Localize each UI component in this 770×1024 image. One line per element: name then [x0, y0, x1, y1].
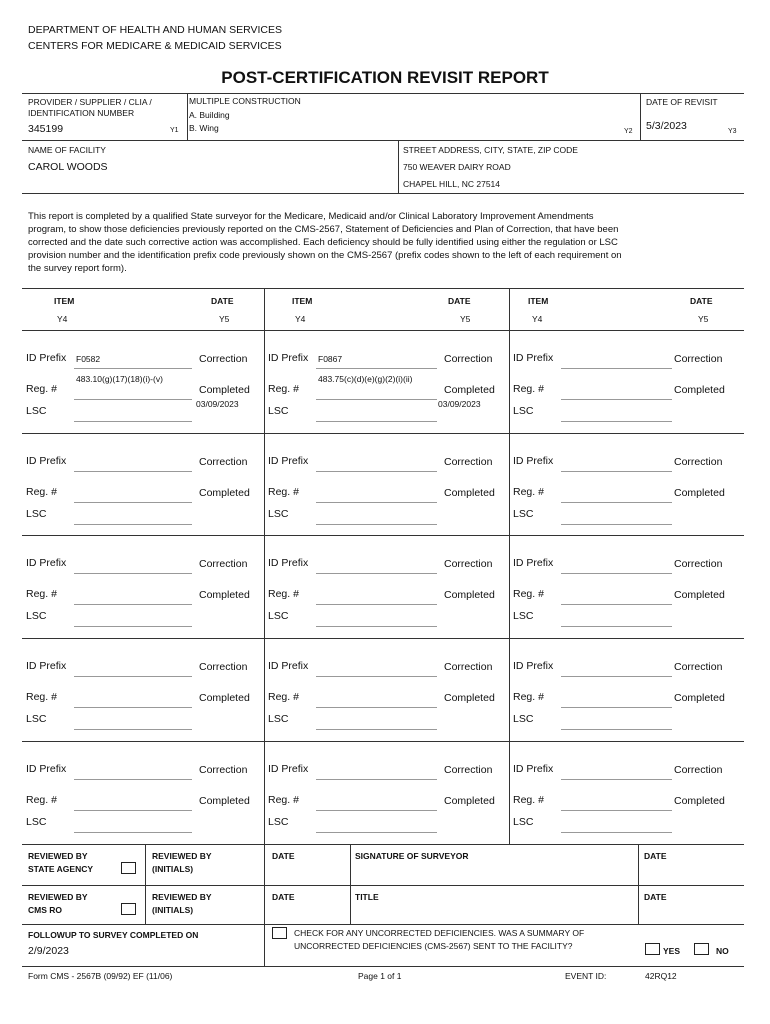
- id-prefix-label: ID Prefix: [26, 557, 67, 569]
- correction-label: Correction: [444, 558, 493, 570]
- intro-line: the survey report form).: [28, 263, 127, 274]
- reg-field[interactable]: [561, 502, 672, 503]
- reg-label: Reg. #: [26, 486, 57, 498]
- id-prefix-field[interactable]: [316, 573, 437, 574]
- reg-label: Reg. #: [268, 486, 299, 498]
- id-prefix-label: ID Prefix: [268, 557, 309, 569]
- id-prefix-field[interactable]: [74, 368, 192, 369]
- correction-label: Correction: [199, 456, 248, 468]
- reg-label: Reg. #: [513, 588, 544, 600]
- id-prefix-label: ID Prefix: [268, 763, 309, 775]
- reviewed-cms-label-2: CMS RO: [28, 905, 62, 915]
- id-prefix-value[interactable]: F0867: [318, 354, 343, 364]
- reg-field[interactable]: [561, 604, 672, 605]
- reg-field[interactable]: [316, 399, 437, 400]
- title-label: TITLE: [355, 892, 379, 902]
- followup-label: FOLLOWUP TO SURVEY COMPLETED ON: [28, 930, 199, 940]
- col-item-code: Y4: [532, 314, 543, 324]
- lsc-field[interactable]: [561, 524, 672, 525]
- id-prefix-field[interactable]: [74, 573, 192, 574]
- reg-field[interactable]: [74, 502, 192, 503]
- reg-field[interactable]: [561, 707, 672, 708]
- reg-label: Reg. #: [26, 383, 57, 395]
- id-prefix-label: ID Prefix: [268, 660, 309, 672]
- state-agency-checkbox[interactable]: [121, 862, 136, 874]
- reviewed-state-label-2: STATE AGENCY: [28, 864, 94, 874]
- correction-label: Correction: [199, 764, 248, 776]
- id-prefix-field[interactable]: [561, 368, 672, 369]
- intro-line: program, to show those deficiencies previously reported on the CMS-2567, Statement of Deficiencies and Plan of Correction, that have been: [28, 224, 619, 235]
- provider-number[interactable]: 345199: [28, 123, 64, 135]
- col-date-code: Y5: [219, 314, 230, 324]
- event-id-label: EVENT ID:: [565, 971, 607, 981]
- centers-name: CENTERS FOR MEDICARE & MEDICAID SERVICES: [28, 40, 282, 52]
- reg-field[interactable]: [316, 810, 437, 811]
- lsc-label: LSC: [26, 610, 47, 622]
- lsc-label: LSC: [513, 816, 534, 828]
- col-date-code: Y5: [460, 314, 471, 324]
- id-prefix-field[interactable]: [74, 471, 192, 472]
- department-name: DEPARTMENT OF HEALTH AND HUMAN SERVICES: [28, 24, 282, 36]
- page-number: Page 1 of 1: [358, 971, 402, 981]
- reg-field[interactable]: [74, 707, 192, 708]
- id-prefix-label: ID Prefix: [513, 763, 554, 775]
- reg-field[interactable]: [316, 502, 437, 503]
- correction-label: Correction: [444, 456, 493, 468]
- wing-label: B. Wing: [189, 123, 219, 133]
- lsc-label: LSC: [26, 508, 47, 520]
- lsc-field[interactable]: [74, 729, 192, 730]
- id-prefix-label: ID Prefix: [26, 352, 67, 364]
- correction-label: Correction: [674, 353, 723, 365]
- city-state-zip[interactable]: CHAPEL HILL, NC 27514: [403, 179, 501, 189]
- completed-date-value[interactable]: 03/09/2023: [438, 399, 481, 409]
- reg-field[interactable]: [74, 399, 192, 400]
- facility-name-label: NAME OF FACILITY: [28, 145, 106, 155]
- completed-date-value[interactable]: 03/09/2023: [196, 399, 239, 409]
- id-prefix-field[interactable]: [74, 676, 192, 677]
- completed-label: Completed: [199, 795, 250, 807]
- col-date-header: DATE: [211, 296, 234, 306]
- no-label: NO: [716, 946, 729, 956]
- id-prefix-label: ID Prefix: [268, 455, 309, 467]
- correction-label: Correction: [199, 353, 248, 365]
- reg-label: Reg. #: [26, 588, 57, 600]
- lsc-label: LSC: [513, 405, 534, 417]
- reviewed-state-label: REVIEWED BY: [28, 851, 88, 861]
- address-label: STREET ADDRESS, CITY, STATE, ZIP CODE: [403, 145, 578, 155]
- correction-label: Correction: [674, 764, 723, 776]
- col-date-code: Y5: [698, 314, 709, 324]
- id-prefix-label: ID Prefix: [513, 557, 554, 569]
- reviewed-cms-label: REVIEWED BY: [28, 892, 88, 902]
- completed-label: Completed: [444, 487, 495, 499]
- form-id: Form CMS - 2567B (09/92) EF (11/06): [28, 971, 173, 981]
- id-prefix-label: ID Prefix: [26, 660, 67, 672]
- provider-code: Y1: [170, 127, 179, 134]
- lsc-field[interactable]: [74, 626, 192, 627]
- completed-label: Completed: [674, 384, 725, 396]
- lsc-label: LSC: [26, 405, 47, 417]
- completed-label: Completed: [674, 795, 725, 807]
- col-date-header: DATE: [448, 296, 471, 306]
- lsc-field[interactable]: [316, 421, 437, 422]
- completed-label: Completed: [444, 692, 495, 704]
- lsc-field[interactable]: [561, 832, 672, 833]
- correction-label: Correction: [674, 661, 723, 673]
- intro-line: corrected and the date such corrective action was accomplished. Each deficiency should be fully identified using either the regulation or LSC: [28, 237, 618, 248]
- reg-label: Reg. #: [513, 486, 544, 498]
- reg-field[interactable]: [561, 399, 672, 400]
- col-item-header: ITEM: [528, 296, 549, 306]
- completed-label: Completed: [444, 795, 495, 807]
- lsc-label: LSC: [268, 405, 289, 417]
- yes-label: YES: [663, 946, 681, 956]
- lsc-field[interactable]: [74, 832, 192, 833]
- id-prefix-field[interactable]: [561, 676, 672, 677]
- construction-label: MULTIPLE CONSTRUCTION: [189, 96, 301, 106]
- date-label: DATE: [644, 851, 667, 861]
- street-address[interactable]: 750 WEAVER DAIRY ROAD: [403, 162, 511, 172]
- uncorrected-checkbox[interactable]: [272, 927, 287, 939]
- signature-label: SIGNATURE OF SURVEYOR: [355, 851, 469, 861]
- reg-field[interactable]: [74, 810, 192, 811]
- intro-paragraph: [28, 210, 748, 275]
- date-label: DATE: [644, 892, 667, 902]
- lsc-field[interactable]: [316, 626, 437, 627]
- lsc-field[interactable]: [316, 524, 437, 525]
- completed-label: Completed: [444, 384, 495, 396]
- no-checkbox[interactable]: [694, 943, 709, 955]
- reg-label: Reg. #: [268, 588, 299, 600]
- lsc-field[interactable]: [316, 832, 437, 833]
- intro-line: This report is completed by a qualified State surveyor for the Medicare, Medicaid and/or Clinical Laboratory Improvement Amendments: [28, 211, 594, 222]
- reg-label: Reg. #: [513, 383, 544, 395]
- lsc-field[interactable]: [561, 729, 672, 730]
- correction-label: Correction: [444, 764, 493, 776]
- lsc-label: LSC: [26, 816, 47, 828]
- event-id-value: 42RQ12: [645, 971, 677, 981]
- lsc-field[interactable]: [316, 729, 437, 730]
- reg-value[interactable]: 483.75(c)(d)(e)(g)(2)(i)(ii): [318, 374, 413, 384]
- id-prefix-field[interactable]: [561, 471, 672, 472]
- initials-label: REVIEWED BY: [152, 892, 212, 902]
- reg-field[interactable]: [74, 604, 192, 605]
- correction-label: Correction: [199, 558, 248, 570]
- completed-label: Completed: [674, 487, 725, 499]
- initials-label-2: (INITIALS): [152, 905, 194, 915]
- id-prefix-field[interactable]: [316, 368, 437, 369]
- reg-label: Reg. #: [513, 794, 544, 806]
- reg-value[interactable]: 483.10(g)(17)(18)(i)-(v): [76, 374, 163, 384]
- construction-code: Y2: [624, 128, 633, 135]
- completed-label: Completed: [199, 692, 250, 704]
- check-text: CHECK FOR ANY UNCORRECTED DEFICIENCIES. WAS A SUMMARY OF: [294, 928, 585, 938]
- completed-label: Completed: [674, 589, 725, 601]
- correction-label: Correction: [444, 661, 493, 673]
- reg-label: Reg. #: [26, 794, 57, 806]
- reg-field[interactable]: [561, 810, 672, 811]
- correction-label: Correction: [674, 558, 723, 570]
- cms-ro-checkbox[interactable]: [121, 903, 136, 915]
- reg-field[interactable]: [316, 604, 437, 605]
- lsc-field[interactable]: [561, 626, 672, 627]
- revisit-date-label: DATE OF REVISIT: [646, 97, 718, 107]
- reg-field[interactable]: [316, 707, 437, 708]
- lsc-label: LSC: [513, 508, 534, 520]
- completed-label: Completed: [199, 589, 250, 601]
- id-prefix-field[interactable]: [316, 779, 437, 780]
- lsc-label: LSC: [513, 713, 534, 725]
- lsc-label: LSC: [26, 713, 47, 725]
- lsc-label: LSC: [268, 713, 289, 725]
- followup-date[interactable]: 2/9/2023: [28, 945, 69, 957]
- id-prefix-label: ID Prefix: [26, 763, 67, 775]
- page-title: POST-CERTIFICATION REVISIT REPORT: [221, 68, 549, 87]
- initials-label-2: (INITIALS): [152, 864, 194, 874]
- lsc-field[interactable]: [74, 524, 192, 525]
- lsc-field[interactable]: [561, 421, 672, 422]
- id-prefix-field[interactable]: [561, 779, 672, 780]
- building-label: A. Building: [189, 110, 230, 120]
- completed-label: Completed: [199, 487, 250, 499]
- col-item-header: ITEM: [54, 296, 75, 306]
- lsc-label: LSC: [268, 508, 289, 520]
- id-prefix-label: ID Prefix: [513, 660, 554, 672]
- reg-label: Reg. #: [513, 691, 544, 703]
- check-text-2: UNCORRECTED DEFICIENCIES (CMS-2567) SENT TO THE FACILITY?: [294, 941, 573, 951]
- reg-label: Reg. #: [268, 794, 299, 806]
- col-date-header: DATE: [690, 296, 713, 306]
- correction-label: Correction: [674, 456, 723, 468]
- completed-label: Completed: [674, 692, 725, 704]
- lsc-label: LSC: [268, 816, 289, 828]
- lsc-field[interactable]: [74, 421, 192, 422]
- revisit-date-code: Y3: [728, 128, 737, 135]
- id-prefix-field[interactable]: [561, 573, 672, 574]
- completed-label: Completed: [199, 384, 250, 396]
- id-prefix-field[interactable]: [316, 676, 437, 677]
- id-prefix-label: ID Prefix: [268, 352, 309, 364]
- completed-label: Completed: [444, 589, 495, 601]
- reg-label: Reg. #: [268, 383, 299, 395]
- date-label: DATE: [272, 851, 295, 861]
- yes-checkbox[interactable]: [645, 943, 660, 955]
- col-item-header: ITEM: [292, 296, 313, 306]
- col-item-code: Y4: [57, 314, 68, 324]
- col-item-code: Y4: [295, 314, 306, 324]
- lsc-label: LSC: [513, 610, 534, 622]
- revisit-date-value[interactable]: 5/3/2023: [646, 120, 687, 132]
- id-prefix-field[interactable]: [74, 779, 192, 780]
- id-prefix-label: ID Prefix: [26, 455, 67, 467]
- id-prefix-label: ID Prefix: [513, 455, 554, 467]
- id-prefix-field[interactable]: [316, 471, 437, 472]
- id-prefix-value[interactable]: F0582: [76, 354, 101, 364]
- reg-label: Reg. #: [26, 691, 57, 703]
- reg-label: Reg. #: [268, 691, 299, 703]
- initials-label: REVIEWED BY: [152, 851, 212, 861]
- correction-label: Correction: [444, 353, 493, 365]
- id-prefix-label: ID Prefix: [513, 352, 554, 364]
- lsc-label: LSC: [268, 610, 289, 622]
- date-label: DATE: [272, 892, 295, 902]
- provider-label-2: IDENTIFICATION NUMBER: [28, 108, 135, 118]
- facility-name[interactable]: CAROL WOODS: [28, 161, 108, 173]
- correction-label: Correction: [199, 661, 248, 673]
- provider-label: PROVIDER / SUPPLIER / CLIA /: [28, 97, 152, 107]
- intro-line: provision number and the identification prefix code previously shown on the CMS-2567 (prefix codes shown to the left of each requirement on: [28, 250, 622, 261]
